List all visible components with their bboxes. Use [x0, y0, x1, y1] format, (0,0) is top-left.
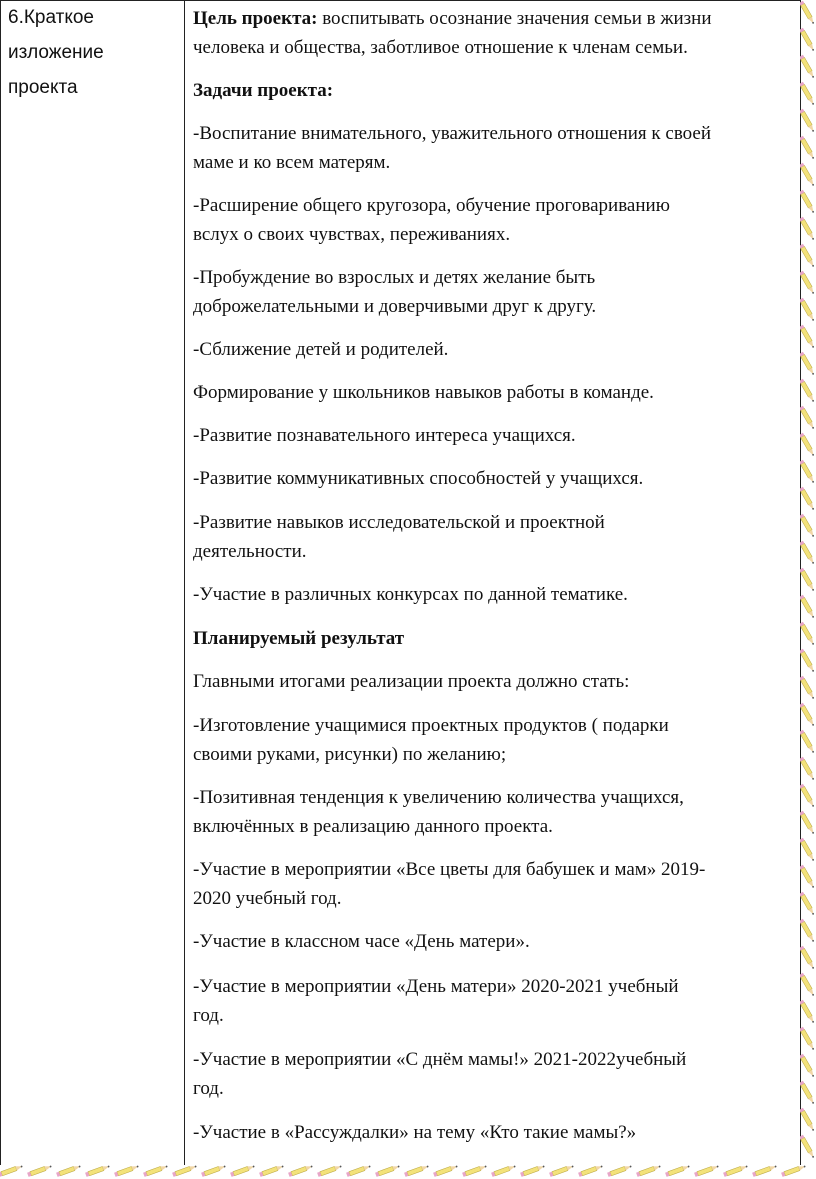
pencil-icon	[549, 1164, 574, 1177]
pencil-icon	[114, 1164, 139, 1177]
pencil-icon	[800, 703, 815, 727]
pencil-icon	[800, 55, 815, 79]
pencil-icon	[800, 1081, 815, 1105]
pencil-icon	[85, 1164, 110, 1177]
pencil-border-bottom	[0, 1160, 816, 1179]
pencil-icon	[800, 919, 815, 943]
section-label-line: проекта	[8, 77, 78, 98]
result-item	[193, 1045, 793, 1103]
task-line: деятельности.	[193, 541, 307, 562]
pencil-border-right	[800, 0, 816, 1179]
pencil-icon	[800, 1, 815, 25]
task-line: -Развитие навыков исследовательской и проектной	[193, 512, 605, 533]
pencil-icon	[201, 1164, 226, 1177]
result-heading: Планируемый результат	[193, 628, 405, 649]
task-item: -Сближение детей и родителей.	[193, 339, 449, 360]
task-item	[193, 191, 793, 249]
pencil-icon	[800, 838, 815, 862]
pencil-icon	[800, 1108, 815, 1132]
pencil-icon	[800, 514, 815, 538]
result-item	[193, 711, 793, 769]
result-item: -Участие в классном часе «День матери».	[193, 931, 530, 952]
pencil-icon	[800, 433, 815, 457]
pencil-icon	[56, 1164, 81, 1177]
pencil-icon	[800, 622, 815, 646]
pencil-icon	[491, 1164, 516, 1177]
result-line: год.	[193, 1078, 224, 1099]
task-item: -Развитие познавательного интереса учащихся.	[193, 425, 576, 446]
result-item: -Участие в «Рассуждалки» на тему «Кто такие мамы?»	[193, 1122, 637, 1143]
result-line: -Участие в мероприятии «Все цветы для бабушек и мам» 2019-	[193, 859, 706, 880]
task-item: Формирование у школьников навыков работы в команде.	[193, 382, 654, 403]
pencil-icon	[259, 1164, 284, 1177]
pencil-icon	[607, 1164, 632, 1177]
pencil-icon	[800, 649, 815, 673]
pencil-icon	[800, 406, 815, 430]
pencil-icon	[800, 217, 815, 241]
section-label-line: изложение	[8, 42, 104, 63]
task-item: -Участие в различных конкурсах по данной тематике.	[193, 584, 628, 605]
goal-label: Цель проекта:	[193, 8, 318, 29]
pencil-icon	[0, 1164, 23, 1177]
task-item	[193, 508, 793, 566]
pencil-icon	[462, 1164, 487, 1177]
pencil-icon	[800, 757, 815, 781]
goal-text-line2: человека и общества, заботливое отношение к членам семьи.	[193, 37, 688, 58]
pencil-icon	[800, 28, 815, 52]
task-item	[193, 119, 793, 177]
pencil-icon	[800, 352, 815, 376]
pencil-icon	[800, 1000, 815, 1024]
task-item: -Развитие коммуникативных способностей у учащихся.	[193, 468, 644, 489]
result-intro: Главными итогами реализации проекта должно стать:	[193, 671, 630, 692]
pencil-icon	[520, 1164, 545, 1177]
task-line: вслух о своих чувствах, переживаниях.	[193, 224, 511, 245]
pencil-icon	[694, 1164, 719, 1177]
pencil-icon	[781, 1164, 806, 1177]
result-item	[193, 783, 793, 841]
pencil-icon	[723, 1164, 748, 1177]
pencil-icon	[404, 1164, 429, 1177]
goal-text: воспитывать осознание значения семьи в жизни	[317, 8, 712, 29]
pencil-icon	[800, 730, 815, 754]
pencil-icon	[800, 1054, 815, 1078]
pencil-icon	[800, 460, 815, 484]
pencil-icon	[346, 1164, 371, 1177]
pencil-icon	[800, 379, 815, 403]
goal-paragraph	[193, 4, 793, 62]
result-item	[193, 855, 793, 913]
pencil-icon	[375, 1164, 400, 1177]
task-line: -Пробуждение во взрослых и детях желание быть	[193, 267, 596, 288]
result-line: 2020 учебный год.	[193, 888, 342, 909]
pencil-icon	[800, 271, 815, 295]
pencil-icon	[800, 1135, 815, 1159]
pencil-icon	[800, 136, 815, 160]
pencil-icon	[800, 325, 815, 349]
task-line: маме и ко всем матерям.	[193, 152, 391, 173]
pencil-icon	[800, 676, 815, 700]
result-line: год.	[193, 1005, 224, 1026]
pencil-icon	[665, 1164, 690, 1177]
pencil-icon	[800, 163, 815, 187]
pencil-icon	[800, 595, 815, 619]
pencil-icon	[578, 1164, 603, 1177]
column-divider	[184, 0, 185, 1165]
task-line: -Расширение общего кругозора, обучение проговариванию	[193, 195, 670, 216]
pencil-icon	[636, 1164, 661, 1177]
pencil-icon	[800, 487, 815, 511]
pencil-icon	[800, 973, 815, 997]
pencil-icon	[288, 1164, 313, 1177]
result-line: включённых в реализацию данного проекта.	[193, 816, 553, 837]
pencil-icon	[317, 1164, 342, 1177]
pencil-icon	[172, 1164, 197, 1177]
pencil-icon	[800, 568, 815, 592]
task-item	[193, 263, 793, 321]
pencil-icon	[143, 1164, 168, 1177]
pencil-icon	[800, 892, 815, 916]
result-item	[193, 972, 793, 1030]
pencil-icon	[800, 109, 815, 133]
task-line: -Воспитание внимательного, уважительного отношения к своей	[193, 123, 712, 144]
result-line: своими руками, рисунки) по желанию;	[193, 744, 507, 765]
section-label-cell	[8, 0, 180, 105]
tasks-heading: Задачи проекта:	[193, 80, 334, 101]
result-line: -Позитивная тенденция к увеличению количества учащихся,	[193, 787, 684, 808]
pencil-icon	[800, 190, 815, 214]
pencil-icon	[800, 865, 815, 889]
pencil-icon	[800, 244, 815, 268]
pencil-icon	[27, 1164, 52, 1177]
task-line: доброжелательными и доверчивыми друг к другу.	[193, 296, 597, 317]
section-label-line: 6.Краткое	[8, 7, 94, 28]
result-line: -Участие в мероприятии «День матери» 2020-2021 учебный	[193, 976, 679, 997]
pencil-icon	[433, 1164, 458, 1177]
pencil-icon	[230, 1164, 255, 1177]
pencil-icon	[800, 541, 815, 565]
pencil-icon	[800, 1027, 815, 1051]
pencil-icon	[800, 784, 815, 808]
pencil-icon	[752, 1164, 777, 1177]
pencil-icon	[800, 298, 815, 322]
result-line: -Изготовление учащимися проектных продуктов ( подарки	[193, 715, 669, 736]
pencil-icon	[800, 811, 815, 835]
pencil-icon	[800, 946, 815, 970]
pencil-icon	[800, 82, 815, 106]
result-line: -Участие в мероприятии «С днём мамы!» 2021-2022учебный	[193, 1049, 687, 1070]
